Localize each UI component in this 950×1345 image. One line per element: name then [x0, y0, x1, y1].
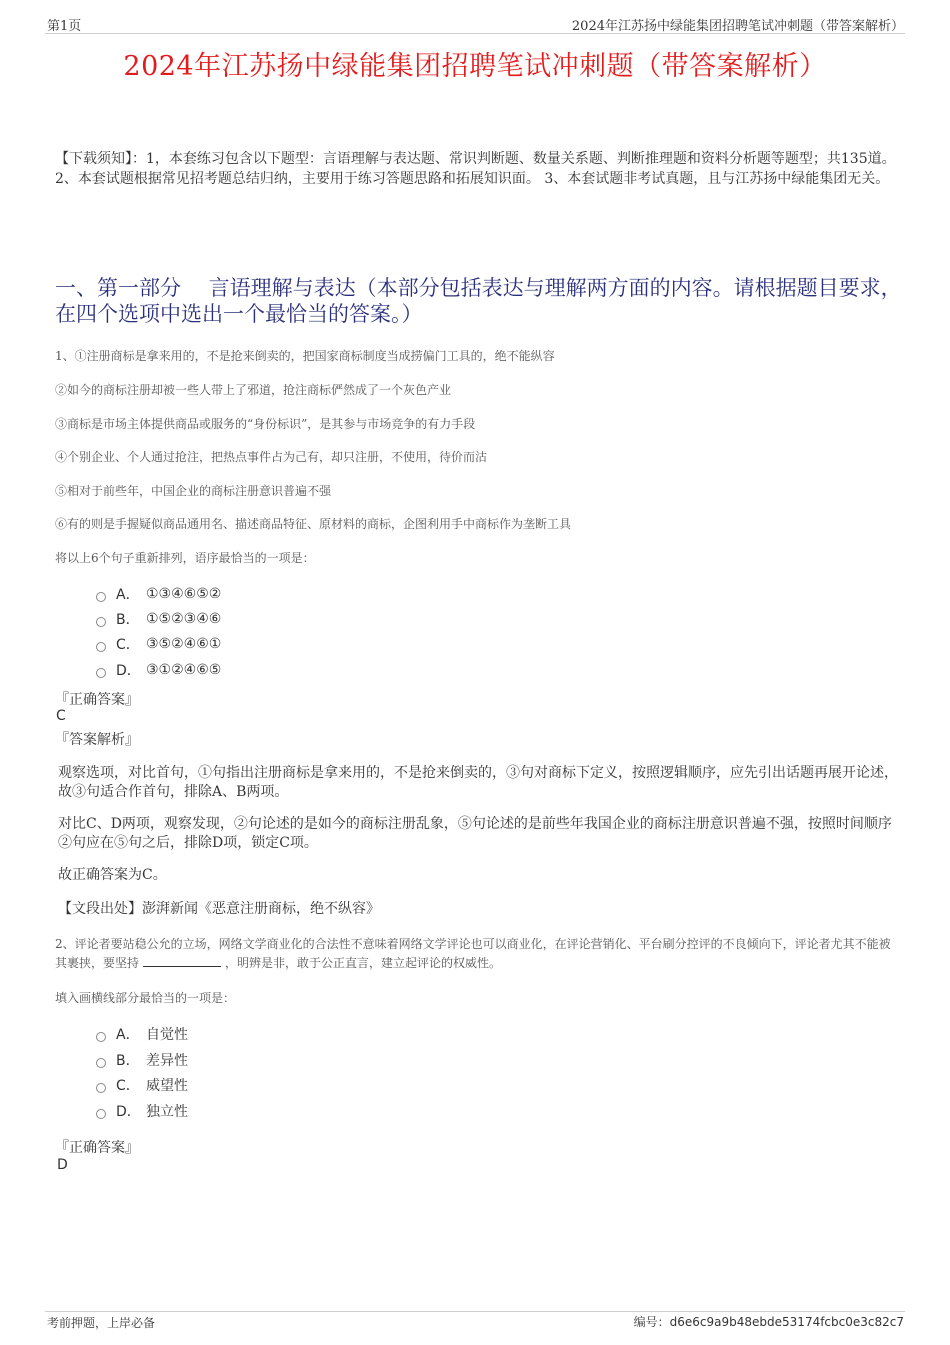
radio-icon[interactable] [96, 642, 106, 652]
q1-option-a[interactable] [96, 584, 221, 604]
document-title: 2024年江苏扬中绿能集团招聘笔试冲刺题（带答案解析） [123, 51, 827, 82]
q1-line-3: ③商标是市场主体提供商品或服务的“身份标识”，是其参与市场竞争的有力手段 [55, 417, 476, 431]
radio-icon[interactable] [96, 592, 106, 602]
option-letter: A． [116, 587, 140, 603]
q2-option-b[interactable] [96, 1050, 188, 1070]
option-text: ①⑤②③④⑥ [146, 611, 222, 627]
q1-option-d[interactable] [96, 660, 221, 680]
q2-prompt: 填入画横线部分最恰当的一项是： [55, 991, 236, 1005]
radio-icon[interactable] [96, 1058, 106, 1068]
q1-analysis-1: 观察选项，对比首句，①句指出注册商标是拿来用的，不是抢来倒卖的，③句对商标下定义，按照逻辑顺序，应先引出话题再展开论述，故③句适合作首句，排除A、B两项。 [58, 765, 898, 800]
q2-option-c[interactable] [96, 1075, 188, 1095]
footer-divider [45, 1311, 905, 1312]
option-letter: B． [116, 1053, 140, 1069]
q1-analysis-label: 『答案解析』 [55, 732, 139, 748]
option-text: ③⑤②④⑥① [146, 636, 222, 652]
footer-slogan: 考前押题，上岸必备 [47, 1316, 156, 1330]
footer-code-label: 编号： [633, 1315, 670, 1329]
q1-option-c[interactable] [96, 634, 221, 654]
option-text: 独立性 [146, 1104, 188, 1120]
option-letter: D． [116, 1104, 141, 1120]
section-title: 一、第一部分 言语理解与表达（本部分包括表达与理解两方面的内容。请根据题目要求，在四个选项中选出一个最恰当的答案。） [55, 276, 902, 326]
q1-line-1: 1、①注册商标是拿来用的，不是抢来倒卖的，把国家商标制度当成捞偏门工具的，绝不能纵容 [55, 349, 555, 363]
q1-option-b[interactable] [96, 609, 221, 629]
q2-stem-after: ，明辨是非，敢于公正直言，建立起评论的权威性。 [225, 956, 502, 970]
option-text: 威望性 [146, 1078, 188, 1094]
footer-code-value: d6e6c9a9b48ebde53174fcbc0e3c82c7 [669, 1315, 904, 1329]
radio-icon[interactable] [96, 617, 106, 627]
q1-line-5: ⑤相对于前些年，中国企业的商标注册意识普遍不强 [55, 484, 332, 498]
q2-answer-label: 『正确答案』 [55, 1140, 139, 1156]
q1-line-2: ②如今的商标注册却被一些人带上了邪道，抢注商标俨然成了一个灰色产业 [55, 383, 452, 397]
q2-stem-before: 2、评论者要站稳公允的立场，网络文学商业化的合法性不意味着网络文学评论也可以商业化，在评论营销化、平台刷分控评的不良倾向下，评论者尤其不能被其裹挟，要坚持 [55, 937, 891, 970]
radio-icon[interactable] [96, 1032, 106, 1042]
q2-answer: D [57, 1157, 68, 1173]
q1-line-6: ⑥有的则是手握疑似商品通用名、描述商品特征、原材料的商标，企图利用手中商标作为垄断工具 [55, 517, 572, 531]
header-doc-title: 2024年江苏扬中绿能集团招聘笔试冲刺题（带答案解析） [571, 19, 904, 34]
q2-option-d[interactable] [96, 1101, 188, 1121]
option-letter: C． [116, 637, 140, 653]
option-letter: C． [116, 1078, 140, 1094]
footer-code [634, 1313, 904, 1330]
q1-prompt: 将以上6个句子重新排列，语序最恰当的一项是： [55, 551, 315, 565]
option-letter: D． [116, 663, 141, 679]
q1-answer: C [56, 708, 66, 724]
option-letter: B． [116, 612, 140, 628]
radio-icon[interactable] [96, 1083, 106, 1093]
download-notice: 【下载须知】：1，本套练习包含以下题型：言语理解与表达题、常识判断题、数量关系题、判断推理题和资料分析题等题型；共135道。 2、本套试题根据常见招考题总结归纳，主要用于练习答题思路和拓展知识面。 3、本套试题非考试真题，且与江苏扬中绿能集团无关。 [55, 151, 896, 187]
radio-icon[interactable] [96, 1109, 106, 1119]
page-number: 第1页 [47, 19, 82, 34]
header-divider [45, 33, 905, 34]
radio-icon[interactable] [96, 668, 106, 678]
fill-blank [143, 954, 221, 967]
option-text: 自觉性 [146, 1027, 188, 1043]
q1-answer-label: 『正确答案』 [55, 692, 139, 708]
q1-line-4: ④个别企业、个人通过抢注，把热点事件占为己有，却只注册，不使用，待价而沽 [55, 450, 488, 464]
q1-source: 【文段出处】澎湃新闻《恶意注册商标，绝不纵容》 [58, 901, 380, 917]
q2-option-a[interactable] [96, 1024, 188, 1044]
option-text: 差异性 [146, 1053, 188, 1069]
q2-stem [55, 935, 900, 973]
option-text: ③①②④⑥⑤ [146, 662, 222, 678]
option-text: ①③④⑥⑤② [146, 586, 222, 602]
q1-analysis-2: 对比C、D两项，观察发现，②句论述的是如今的商标注册乱象，⑤句论述的是前些年我国企业的商标注册意识普遍不强，按照时间顺序②句应在⑤句之后，排除D项，锁定C项。 [58, 816, 892, 851]
option-letter: A． [116, 1027, 140, 1043]
q1-analysis-3: 故正确答案为C。 [58, 867, 167, 883]
